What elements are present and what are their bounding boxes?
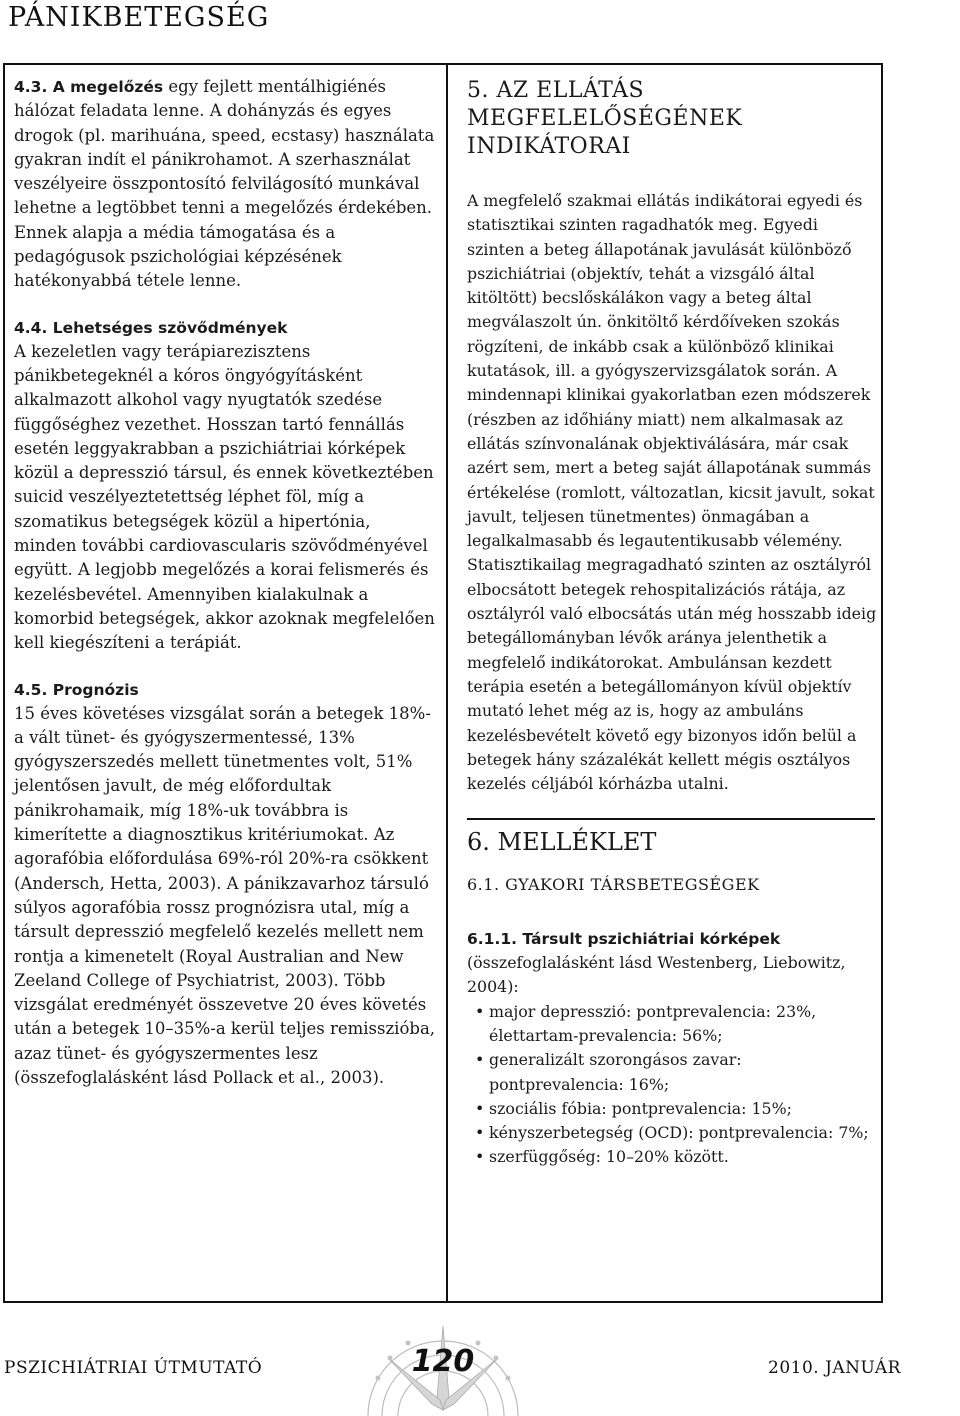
comorbidity-list — [467, 1000, 879, 1170]
section-4-3-text: egy fejlett mentálhigiénés hálózat feladata lenne. A dohányzás és egyes drogok (pl. marihuána, speed, ecstasy) használata gyakran indít el pánikrohamot. A szerhasználat veszélyeire összpontosító felvilágosító munkával lehetne a legtöbbet tenni a megelőzés érdekében. Ennek alapja a média támogatása és a pedagógusok pszichológiai képzésének hatékonyabbá tétele lenne. — [14, 77, 435, 291]
column-divider — [446, 65, 448, 1301]
section-6-1-1-heading: 6.1.1. Társult pszichiátriai kórképek — [467, 930, 781, 949]
section-4-4-text: A kezeletlen vagy terápiarezisztens pánikbetegeknél a kóros öngyógyításként alkalmazott alkohol vagy nyugtatók szedése függőséghez vezethet. Hosszan tartó fennállás esetén leggyakrabban a pszichiátriai kórképek közül a depresszió társul, és ennek következtében suicid veszélyeztetettség léphet föl, míg a szomatikus betegségek közül a hipertónia, minden további cardiovascularis szövődményével együtt. A legjobb megelőzés a korai felismerés és kezelésbevétel. Amennyiben kialakulnak a komorbid betegségek, akkor azoknak megfelelően kell kiegészíteni a terápiát. — [14, 341, 435, 653]
list-item: • generalizált szorongásos zavar: pontprevalencia: 16%; — [467, 1048, 879, 1097]
section-5-heading — [467, 77, 879, 161]
section-5-text: A megfelelő szakmai ellátás indikátorai egyedi és statisztikai szinten ragadhatók meg. Egyedi szinten a beteg állapotának javulását különböző pszichiátriai (objektív, tehát a vizsgáló által kitöltött) becslőskálákon vagy a beteg által megválaszolt ún. önkitöltő kérdőíveken szokás rögzíteni, de inkább csak a különböző klinikai kutatások, ill. a gyógyszervizsgálatok során. A mindennapi klinikai gyakorlatban ezen módszerek (részben az időhiány miatt) nem alkalmasak az ellátás színvonalának objektiválására, már csak azért sem, mert a beteg saját állapotának summás értékelése (romlott, változatlan, kicsit javult, sokat javult, teljesen tünetmentes) önmagában a legalkalmasabb és legautentikusabb vélemény. Statisztikailag megragadható szinten az osztályról elbocsátott betegek rehospitalizációs rátája, az osztályról való elbocsátás után még hosszabb ideig betegállományban lévők aránya jelenthetik a megfelelő indikátorokat. Ambulánsan kezdett terápia esetén a betegállományon kívül objektív mutató lehet még az is, hogy az ambuláns kezelésbevételt követő egy bizonyos időn belül a betegek hány százalékát kellett mégis osztályos kezelés céljából kórházba utalni. — [467, 191, 877, 794]
section-5-heading-line1: 5. AZ ELLÁTÁS — [467, 78, 645, 103]
list-item: • szerfüggőség: 10–20% között. — [467, 1145, 879, 1169]
section-6-heading: 6. MELLÉKLET — [467, 828, 657, 857]
page-header-title: PÁNIKBETEGSÉG — [8, 2, 270, 33]
section-4-3 — [14, 75, 436, 294]
section-4-5-heading: 4.5. Prognózis — [14, 680, 139, 699]
left-column — [14, 75, 436, 1090]
section-6-1-heading: 6.1. GYAKORI TÁRSBETEGSÉGEK — [467, 874, 760, 894]
page-number: 120 — [411, 1344, 475, 1379]
section-4-4-heading: 4.4. Lehetséges szövődmények — [14, 318, 288, 337]
list-item: • szociális fóbia: pontprevalencia: 15%; — [467, 1097, 879, 1121]
list-item: • major depresszió: pontprevalencia: 23%, élettartam-prevalencia: 56%; — [467, 1000, 879, 1049]
right-column — [467, 75, 879, 1170]
section-5-heading-line2: MEGFELELŐSÉGÉNEK INDIKÁTORAI — [467, 106, 743, 159]
content-frame — [3, 63, 883, 1303]
section-4-3-heading: 4.3. A megelőzés — [14, 78, 164, 96]
section-6-1-1-text: (összefoglalásként lásd Westenberg, Liebowitz, 2004): — [467, 953, 846, 997]
list-item: • kényszerbetegség (OCD): pontprevalencia: 7%; — [467, 1121, 879, 1145]
section-rule — [467, 818, 875, 820]
section-4-5-text: 15 éves követéses vizsgálat során a betegek 18%-a vált tünet- és gyógyszermentessé, 13% gyógyszerszedés mellett tünetmentes volt, 51% jelentősen javult, de még előfordultak pánikrohamaik, míg 18%-uk továbbra is kimerítette a diagnosztikus kritériumokat. Az agorafóbia előfordulása 69%-ról 20%-ra csökkent (Andersch, Hetta, 2003). A pánikzavarhoz társuló súlyos agorafóbia rossz prognózisra utal, míg a társult depresszió megfelelő kezelés mellett nem rontja a kimenetelt (Royal Australian and New Zeeland College of Psychiatrist, 2003). Több vizsgálat eredményét összevetve 20 éves követés után a betegek 10–35%-a kerül teljes remisszióba, azaz tünet- és gyógyszermentes lesz (összefoglalásként lásd Pollack et al., 2003). — [14, 703, 436, 1087]
footer-date: 2010. JANUÁR — [768, 1358, 901, 1378]
footer-publication: PSZICHIÁTRIAI ÚTMUTATÓ — [4, 1358, 263, 1378]
